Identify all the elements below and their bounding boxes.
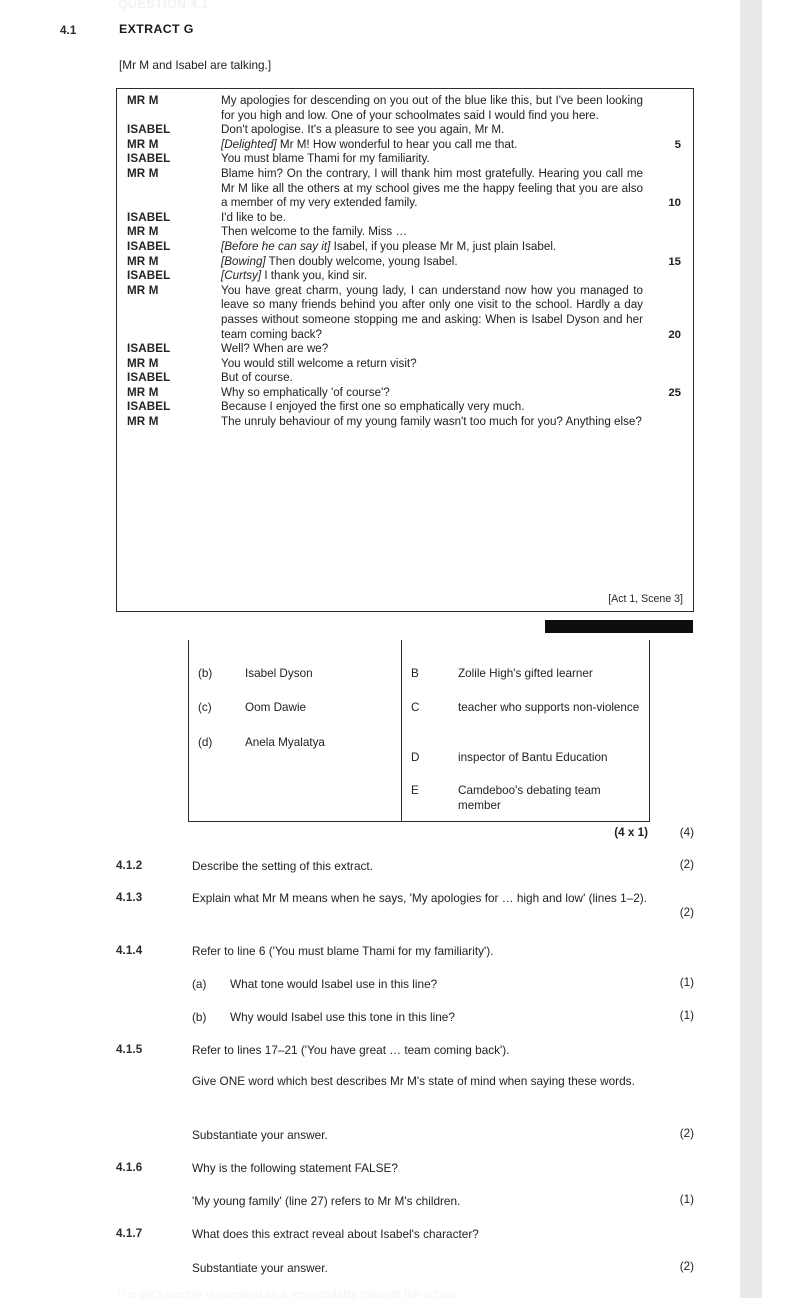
question-text	[192, 1160, 694, 1176]
redaction-bar	[545, 620, 693, 633]
dialogue-text	[221, 123, 685, 138]
matching-table-value: Isabel Dyson	[245, 667, 313, 680]
question-body: Refer to line 6 ('You must blame Thami for my familiarity').	[192, 944, 494, 958]
question-body: Explain what Mr M means when he says, 'My apologies for … high and low' (lines 1–2).	[192, 891, 647, 905]
question-continuation	[116, 1127, 694, 1143]
dialogue-segment: Then welcome to the family. Miss …	[221, 225, 408, 239]
matching-table-row	[189, 666, 401, 681]
question-body: Substantiate your answer.	[192, 1261, 328, 1275]
dialogue-line	[127, 94, 685, 123]
clipped-header-text: QUESTION 4.1	[118, 0, 209, 11]
matching-table-row	[402, 666, 649, 681]
dialogue-segment: The unruly behaviour of my young family wasn't too much for you? Anything else?	[221, 415, 642, 429]
dialogue-segment: You would still welcome a return visit?	[221, 356, 417, 370]
dialogue-text	[221, 240, 685, 255]
dialogue-segment: Mr M! How wonderful to hear you call me that.	[276, 137, 518, 151]
dialogue-segment: Why so emphatically 'of course'?	[221, 385, 390, 399]
dialogue-text	[221, 225, 685, 240]
matching-table-right-column	[402, 640, 649, 821]
dialogue-line	[127, 400, 685, 415]
question-continuation	[116, 1193, 694, 1209]
matching-table-value: teacher who supports non-violence	[458, 701, 640, 714]
question-text	[192, 1260, 694, 1276]
extract-line-number: 25	[668, 386, 681, 399]
dialogue-segment: But of course.	[221, 371, 293, 385]
dialogue-line	[127, 240, 685, 255]
dialogue-speaker: ISABEL	[127, 342, 171, 356]
dialogue-line	[127, 225, 685, 240]
question-marks: (1)	[679, 1009, 694, 1022]
matching-table-key: D	[411, 751, 420, 764]
dialogue-speaker: ISABEL	[127, 371, 171, 385]
dialogue-segment: You must blame Thami for my familiarity.	[221, 152, 430, 166]
matching-table-row	[189, 700, 401, 715]
dialogue-text	[221, 342, 685, 357]
matching-table-key: (b)	[198, 667, 213, 680]
extract-line-number: 15	[668, 255, 681, 268]
dialogue-speaker: ISABEL	[127, 239, 171, 253]
dialogue-segment: You have great charm, young lady, I can understand now how you managed to leave so many friends behind you after only one visit to the school. Hardly a day passes without someone stopping me and asking: When is Isabel Dyson and her team coming back?	[221, 283, 643, 341]
question-body: Substantiate your answer.	[192, 1128, 328, 1142]
dialogue-text	[221, 400, 685, 415]
dialogue-speaker: MR M	[127, 385, 159, 399]
question-item	[116, 1042, 694, 1058]
question-text	[192, 943, 694, 959]
dialogue-text	[221, 357, 685, 372]
question-body: Describe the setting of this extract.	[192, 859, 373, 873]
dialogue-segment: Then doubly welcome, young Isabel.	[265, 254, 458, 268]
marks-formula: (4 x 1)	[614, 826, 648, 839]
question-number: 4.1.6	[116, 1161, 143, 1174]
dialogue-text	[221, 138, 685, 153]
question-number: 4.1.7	[116, 1227, 143, 1240]
dialogue-line	[127, 123, 685, 138]
dialogue-speaker: ISABEL	[127, 269, 171, 283]
matching-table-value: Anela Myalatya	[245, 736, 325, 749]
stage-direction-inline: [Curtsy]	[221, 269, 262, 283]
dialogue-text	[221, 371, 685, 386]
question-item	[116, 1160, 694, 1176]
question-text	[192, 890, 694, 906]
dialogue-speaker: MR M	[127, 166, 159, 180]
question-text	[192, 1193, 694, 1209]
dialogue-speaker: ISABEL	[127, 123, 171, 137]
dialogue-text	[221, 386, 685, 401]
question-body: Why would Isabel use this tone in this line?	[230, 1010, 455, 1024]
matching-table-key: B	[411, 667, 419, 680]
question-marks: (2)	[679, 1127, 694, 1140]
dialogue-line	[127, 386, 685, 401]
stage-direction-inline: [Delighted]	[221, 137, 277, 151]
question-item	[116, 943, 694, 959]
question-text	[192, 976, 694, 992]
question-sub-marker: (a)	[192, 977, 207, 991]
dialogue-segment: I thank you, kind sir.	[261, 269, 368, 283]
question-continuation	[116, 1009, 694, 1025]
matching-table-key: C	[411, 701, 420, 714]
dialogue-speaker: MR M	[127, 254, 159, 268]
extract-source-reference: [Act 1, Scene 3]	[608, 593, 683, 605]
question-item	[116, 890, 694, 919]
question-marks: (2)	[679, 906, 694, 919]
question-number: 4.1.5	[116, 1043, 143, 1056]
extract-dialogue-list	[127, 94, 685, 430]
page-gutter	[762, 0, 788, 1298]
matching-table-marks	[116, 826, 694, 839]
dialogue-text	[221, 284, 685, 342]
matching-table-row	[189, 735, 401, 750]
dialogue-segment: I'd like to be.	[221, 210, 286, 224]
question-body: Give ONE word which best describes Mr M's state of mind when saying these words.	[192, 1074, 635, 1088]
matching-table	[188, 640, 650, 822]
extract-line-number: 20	[668, 328, 681, 341]
dialogue-line	[127, 211, 685, 226]
extract-box	[116, 88, 694, 612]
question-continuation	[116, 1260, 694, 1276]
question-continuation	[116, 1073, 694, 1089]
dialogue-line	[127, 415, 685, 430]
question-marks: (1)	[679, 1193, 694, 1206]
dialogue-text	[221, 167, 685, 211]
marks-total: (4)	[679, 826, 694, 839]
question-body: Why is the following statement FALSE?	[192, 1161, 398, 1175]
question-number: 4.1.2	[116, 859, 143, 872]
question-number-4-1: 4.1	[60, 24, 77, 37]
question-number: 4.1.4	[116, 944, 143, 957]
question-marks: (2)	[679, 858, 694, 871]
dialogue-segment: Well? When are we?	[221, 342, 329, 356]
dialogue-line	[127, 357, 685, 372]
matching-table-key: E	[411, 784, 419, 797]
matching-table-row	[402, 750, 649, 765]
dialogue-text	[221, 94, 685, 123]
dialogue-line	[127, 284, 685, 342]
page-edge-shadow	[740, 0, 762, 1298]
dialogue-segment: Isabel, if you please Mr M, just plain Isabel.	[330, 239, 557, 253]
dialogue-speaker: MR M	[127, 415, 159, 429]
stage-direction: [Mr M and Isabel are talking.]	[119, 58, 272, 72]
question-text	[192, 1073, 694, 1089]
stage-direction-inline: [Before he can say it]	[221, 239, 331, 253]
dialogue-text	[221, 269, 685, 284]
dialogue-speaker: ISABEL	[127, 400, 171, 414]
question-body: What tone would Isabel use in this line?	[230, 977, 438, 991]
question-marks: (2)	[679, 1260, 694, 1273]
dialogue-segment: Don't apologise. It's a pleasure to see you again, Mr M.	[221, 123, 505, 137]
dialogue-line	[127, 371, 685, 386]
question-item	[116, 1226, 694, 1242]
question-text	[192, 1226, 694, 1242]
dialogue-line	[127, 167, 685, 211]
question-number: 4.1.3	[116, 891, 143, 904]
question-body: 'My young family' (line 27) refers to Mr M's children.	[192, 1194, 461, 1208]
dialogue-speaker: MR M	[127, 356, 159, 370]
dialogue-speaker: MR M	[127, 94, 159, 107]
extract-line-number: 10	[668, 197, 681, 210]
question-text	[192, 858, 694, 874]
matching-table-row	[402, 700, 649, 715]
question-continuation	[116, 976, 694, 992]
question-sub-marker: (b)	[192, 1010, 207, 1024]
dialogue-speaker: ISABEL	[127, 210, 171, 224]
extract-line-number: 5	[674, 138, 681, 151]
page-title: EXTRACT G	[119, 22, 194, 36]
dialogue-speaker: MR M	[127, 225, 159, 239]
dialogue-speaker: ISABEL	[127, 152, 171, 166]
clipped-footer-text: The girl's identity is revealed as a responsibility towards the school.	[116, 1288, 461, 1301]
dialogue-text	[221, 152, 685, 167]
matching-table-value: inspector of Bantu Education	[458, 751, 608, 764]
matching-table-value: Oom Dawie	[245, 701, 307, 714]
question-marks: (1)	[679, 976, 694, 989]
matching-table-key: (d)	[198, 736, 213, 749]
stage-direction-inline: [Bowing]	[221, 254, 266, 268]
matching-table-value: Camdeboo's debating team member	[458, 784, 601, 812]
question-body: Refer to lines 17–21 ('You have great … team coming back').	[192, 1043, 510, 1057]
matching-table-value: Zolile High's gifted learner	[458, 667, 593, 680]
dialogue-line	[127, 255, 685, 270]
matching-table-left-column	[189, 640, 402, 821]
dialogue-text	[221, 415, 685, 430]
dialogue-line	[127, 152, 685, 167]
dialogue-text	[221, 255, 685, 270]
question-item	[116, 858, 694, 874]
matching-table-row	[402, 783, 649, 813]
dialogue-line	[127, 138, 685, 153]
dialogue-segment: Blame him? On the contrary, I will thank him most gratefully. Hearing you call me Mr M like all the others at my school gives me the happy feeling that you are also a member of my very extended family.	[221, 166, 643, 210]
dialogue-line	[127, 269, 685, 284]
dialogue-line	[127, 342, 685, 357]
dialogue-segment: My apologies for descending on you out of the blue like this, but I've been looking for you high and low. One of your schoolmates said I would find you here.	[221, 94, 643, 122]
matching-table-key: (c)	[198, 701, 212, 714]
question-text	[192, 1127, 694, 1143]
dialogue-speaker: MR M	[127, 137, 159, 151]
question-text	[192, 1042, 694, 1058]
question-body: What does this extract reveal about Isabel's character?	[192, 1227, 479, 1241]
dialogue-text	[221, 211, 685, 226]
dialogue-segment: Because I enjoyed the first one so emphatically very much.	[221, 400, 525, 414]
question-text	[192, 1009, 694, 1025]
dialogue-speaker: MR M	[127, 283, 159, 297]
